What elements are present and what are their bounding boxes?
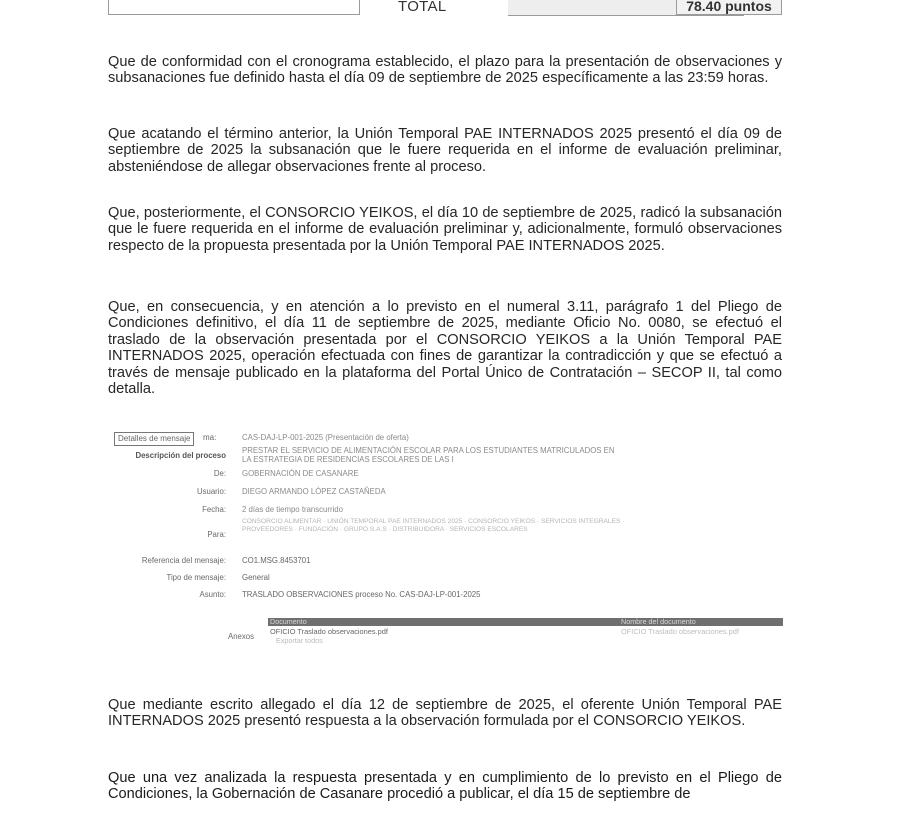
label-descripcion: Descripción del proceso [135,451,226,460]
score-total-row [108,0,784,17]
attachment-file-link[interactable]: OFICIO Traslado observaciones.pdf [270,627,388,636]
paragraph-publicacion: Que una vez analizada la respuesta presentada y en cumplimiento de lo previsto en el Pliego de Condiciones, la Gobernación de Casanare procedió a publicar, el día 15 de septiembre de [108,770,782,803]
value-usuario: DIEGO ARMANDO LÓPEZ CASTAÑEDA [242,487,386,496]
value-referencia: CO1.MSG.8453701 [242,556,311,565]
attachment-file-name: OFICIO Traslado observaciones.pdf [621,627,739,636]
paragraph-consorcio-yeikos: Que, posteriormente, el CONSORCIO YEIKOS, el día 10 de septiembre de 2025, radicó la subsanación que le fuere requerida en el informe de evaluación preliminar y, adicionalmente, formuló observaciones respecto de la propuesta presentada por la Unión Temporal PAE INTERNADOS 2025. [108,205,782,254]
total-value: 78.40 puntos [676,0,782,15]
paragraph-subsanacion-ut: Que acatando el término anterior, la Unión Temporal PAE INTERNADOS 2025 presentó el día 09 de septiembre de 2025 la subsanación que le fuere requerida en el informe de evaluación preliminar, absteniéndose de allegar observaciones frente al proceso. [108,126,782,175]
attachments-col-document: Documento [270,617,307,626]
attachments-label: Anexos [228,632,255,641]
label-asunto: Asunto: [199,590,226,599]
paragraph-traslado: Que, en consecuencia, y en atención a lo previsto en el numeral 3.11, parágrafo 1 del Pliego de Condiciones definitivo, el día 11 de septiembre de 2025, mediante Oficio No. 0080, se efectuó el traslado de la observación presentada por el CONSORCIO YEIKOS a la Unión Temporal PAE INTERNADOS 2025, operación efectuada con fines de garantizar la contradicción y que se efectuó a través de mensaje publicado en la plataforma del Portal Único de Contratación – SECOP II, tal como detalla. [108,299,782,398]
process-value: CAS-DAJ-LP-001-2025 (Presentación de oferta) [242,433,409,442]
value-fecha: 2 días de tiempo transcurrido [242,505,343,514]
secop-message-screenshot [106,430,796,658]
attachments-col-name: Nombre del documento [621,617,696,626]
label-para: Para: [207,530,226,539]
paragraph-respuesta: Que mediante escrito allegado el día 12 de septiembre de 2025, el oferente Unión Temporal PAE INTERNADOS 2025 presentó respuesta a la observación formulada por el CONSORCIO YEIKOS. [108,697,782,730]
export-all-link[interactable]: Exportar todos [276,636,323,645]
value-descripcion: PRESTAR EL SERVICIO DE ALIMENTACIÓN ESCOLAR PARA LOS ESTUDIANTES MATRICULADOS EN LA ESTRATEGIA DE RESIDENCIAS ESCOLARES DE LAS I [242,446,615,464]
message-details-tab[interactable]: Detalles de mensaje [114,432,194,446]
label-tipo: Tipo de mensaje: [166,573,226,582]
value-de: GOBERNACIÓN DE CASANARE [242,469,359,478]
attachments-header [268,618,783,626]
score-table-cell [108,0,360,15]
value-para: CONSORCIO ALIMENTAR · UNIÓN TEMPORAL PAE INTERNADOS 2025 · CONSORCIO YEIKOS · SERVICIOS INTEGRALES · PROVEEDORES · FUNDACIÓN · GRUPO S.A.S · DISTRIBUIDORA · SERVICIOS ESCOLARES [242,518,625,533]
total-label: TOTAL [398,0,447,15]
value-tipo: General [242,573,270,582]
paragraph-cronograma: Que de conformidad con el cronograma establecido, el plazo para la presentación de observaciones y subsanaciones fue definido hasta el día 09 de septiembre de 2025 específicamente a las 23:59 horas. [108,54,782,87]
tab-suffix: ma: [203,433,217,442]
label-fecha: Fecha: [202,505,226,514]
label-usuario: Usuario: [196,487,226,496]
label-de: De: [213,469,226,478]
value-asunto: TRASLADO OBSERVACIONES proceso No. CAS-DAJ-LP-001-2025 [242,590,481,599]
label-referencia: Referencia del mensaje: [141,556,226,565]
